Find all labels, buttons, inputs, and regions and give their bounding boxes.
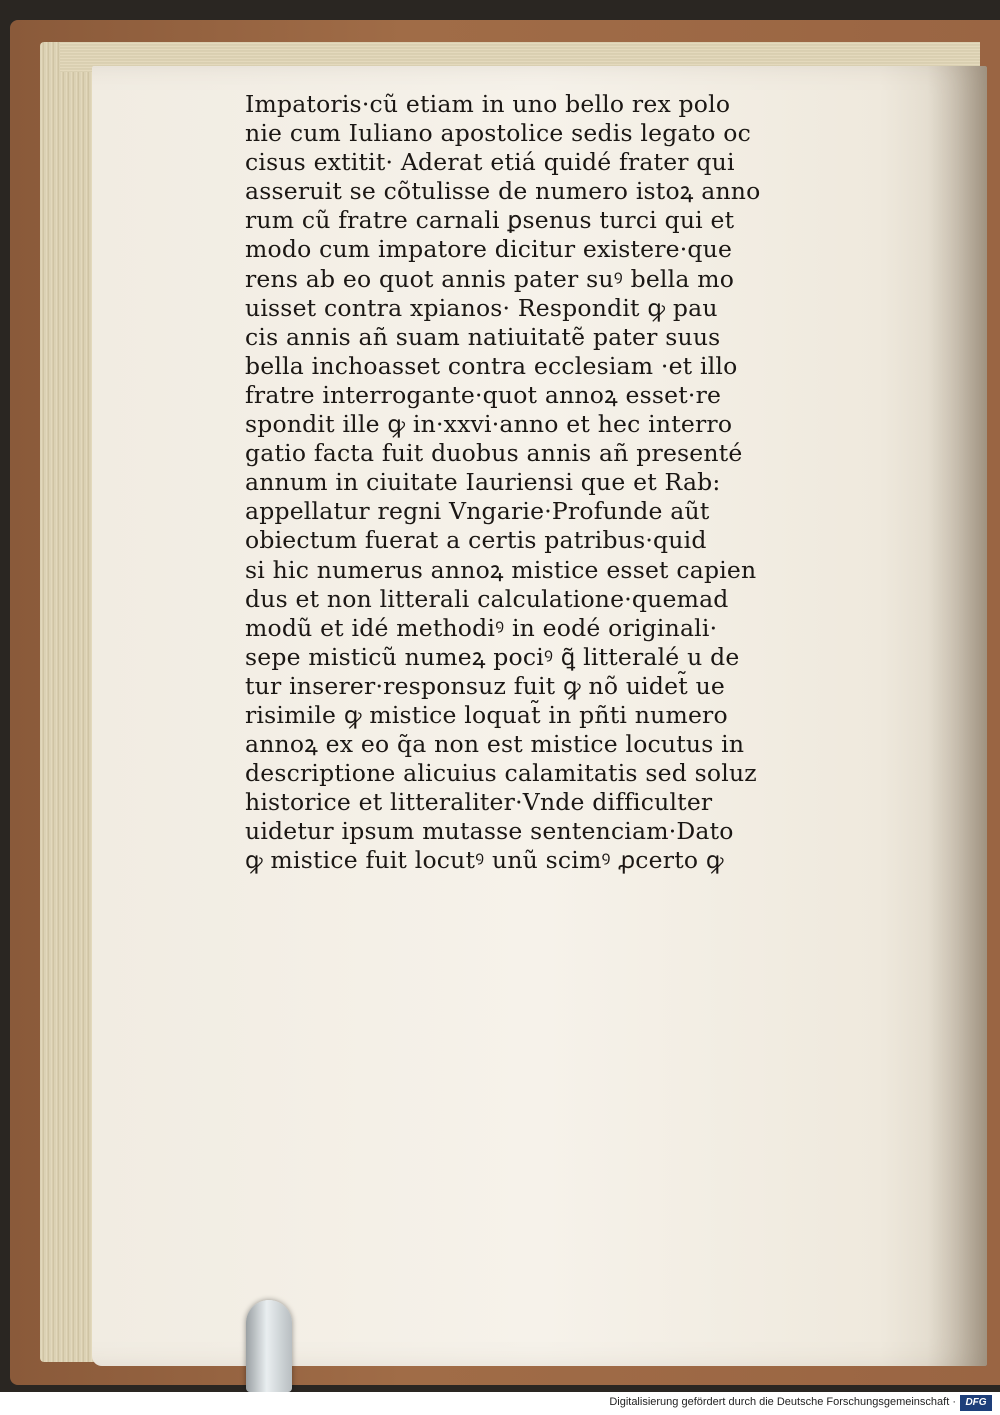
- footer-bar: [0, 1392, 1000, 1415]
- text-line: rum cũ fratre carnali ꝑsenus turci qui et: [245, 206, 735, 235]
- text-line: cis annis añ suam natiuitatẽ pater suus: [245, 322, 721, 351]
- text-line: historice et litteraliter·Vnde difficulter: [245, 788, 713, 817]
- page-gutter-shadow: [927, 66, 987, 1366]
- text-line: uidetur ipsum mutasse sentenciam·Dato: [245, 817, 734, 846]
- text-line: si hic numerus annoꝝ mistice esset capien: [245, 555, 757, 584]
- text-line: obiectum fuerat a certis patribus·quid: [245, 526, 707, 555]
- text-line: uisset contra xpianos· Respondit ꝙ pau: [245, 293, 718, 322]
- text-line: modo cum impatore dicitur existere·que: [245, 235, 733, 264]
- text-line: Impatoris·cũ etiam in uno bello rex polo: [245, 90, 731, 118]
- text-line: ꝙ mistice fuit locutꝰ unũ scimꝰ ꝓcerto ꝙ: [245, 846, 724, 875]
- text-line: descriptione alicuius calamitatis sed soluz: [245, 759, 757, 788]
- text-line: bella inchoasset contra ecclesiam ·et illo: [245, 351, 738, 380]
- text-line: tur inserer·responsuz fuit ꝙ nõ uidet̃ ue: [245, 671, 726, 700]
- text-line: appellatur regni Vngarie·Profunde aũt: [245, 497, 710, 526]
- text-line: rens ab eo quot annis pater suꝰ bella mo: [245, 264, 735, 293]
- book-holder-icon: [246, 1300, 292, 1392]
- text-line: dus et non litterali calculatione·quemad: [245, 584, 729, 613]
- text-line: gatio facta fuit duobus annis añ presenté: [245, 439, 743, 468]
- page-text: [245, 90, 825, 876]
- text-line: sepe misticũ numeꝝ pociꝰ ꝗ̃ litteralé u de: [245, 642, 740, 671]
- text-line: asseruit se cõtulisse de numero istoꝝ anno: [245, 177, 761, 206]
- text-line: annum in ciuitate Iauriensi que et Rab:: [245, 468, 721, 497]
- text-line: cisus extitit· Aderat etiá quidé frater qui: [245, 148, 735, 177]
- text-line: spondit ille ꝙ in·xxvi·anno et hec interro: [245, 410, 733, 439]
- text-line: modũ et idé methodiꝰ in eodé originali·: [245, 613, 718, 642]
- text-line: fratre interrogante·quot annoꝝ esset·re: [245, 380, 722, 409]
- text-line: nie cum Iuliano apostolice sedis legato oc: [245, 119, 752, 148]
- text-line: risimile ꝙ mistice loquat̃ in pñti numero: [245, 700, 728, 729]
- dfg-logo-icon: DFG: [960, 1395, 992, 1411]
- footer-credit: Digitalisierung gefördert durch die Deutsche Forschungsgemeinschaft ·: [609, 1396, 956, 1408]
- text-line: annoꝝ ex eo q̃a non est mistice locutus in: [245, 730, 745, 759]
